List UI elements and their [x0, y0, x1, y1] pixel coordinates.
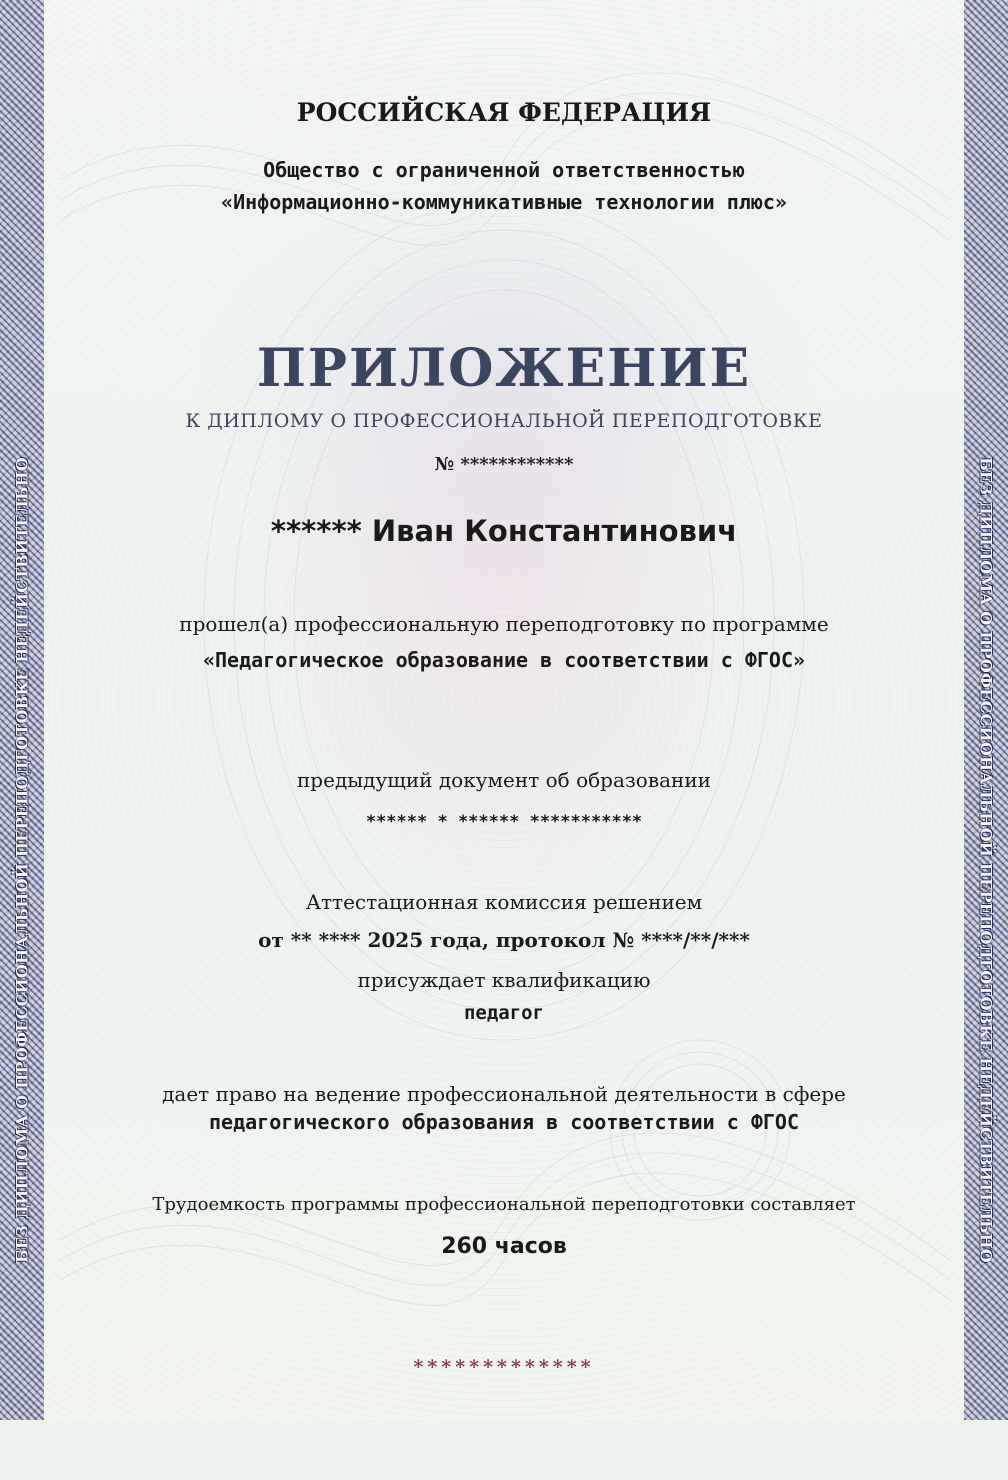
commission-protocol: от ** **** 2025 года, протокол № ****/**/***: [258, 928, 750, 952]
previous-education-value: ****** * ****** ***********: [365, 812, 643, 832]
rights-sphere: педагогического образования в соответствии с ФГОС: [208, 1110, 799, 1134]
workload-label: Трудоемкость программы профессиональной переподготовки составляет: [152, 1194, 856, 1215]
commission-label: Аттестационная комиссия решением: [305, 890, 703, 914]
qualification-value: педагог: [463, 1002, 545, 1024]
registration-number: *************: [413, 1356, 595, 1378]
document-number: № ************: [434, 454, 574, 475]
document-title: ПРИЛОЖЕНИЕ: [256, 338, 752, 399]
rights-label: дает право на ведение профессиональной деятельности в сфере: [162, 1082, 846, 1106]
left-border-text: БЕЗ ДИПЛОМА О ПРОФЕССИОНАЛЬНОЙ ПЕРЕПОДГОТОВКЕ НЕДЕЙСТВИТЕЛЬНО: [12, 457, 32, 1263]
qualification-intro: присуждает квалификацию: [357, 968, 651, 992]
document-subtitle: К ДИПЛОМУ О ПРОФЕССИОНАЛЬНОЙ ПЕРЕПОДГОТОВКЕ: [185, 410, 823, 432]
program-name: «Педагогическое образование в соответствии с ФГОС»: [202, 648, 806, 672]
holder-name: ****** Иван Константинович: [270, 514, 738, 548]
organization-name: «Информационно-коммуникативные технологии плюс»: [221, 190, 787, 214]
previous-education-label: предыдущий документ об образовании: [296, 768, 712, 792]
organization-form: Общество с ограниченной ответственностью: [263, 158, 745, 182]
country-heading: РОССИЙСКАЯ ФЕДЕРАЦИЯ: [296, 98, 712, 127]
program-intro-text: прошел(а) профессиональную переподготовку по программе: [179, 612, 829, 636]
workload-hours: 260 часов: [441, 1234, 567, 1259]
right-border-text: БЕЗ ДИПЛОМА О ПРОФЕССИОНАЛЬНОЙ ПЕРЕПОДГОТОВКЕ НЕДЕЙСТВИТЕЛЬНО: [976, 457, 996, 1263]
